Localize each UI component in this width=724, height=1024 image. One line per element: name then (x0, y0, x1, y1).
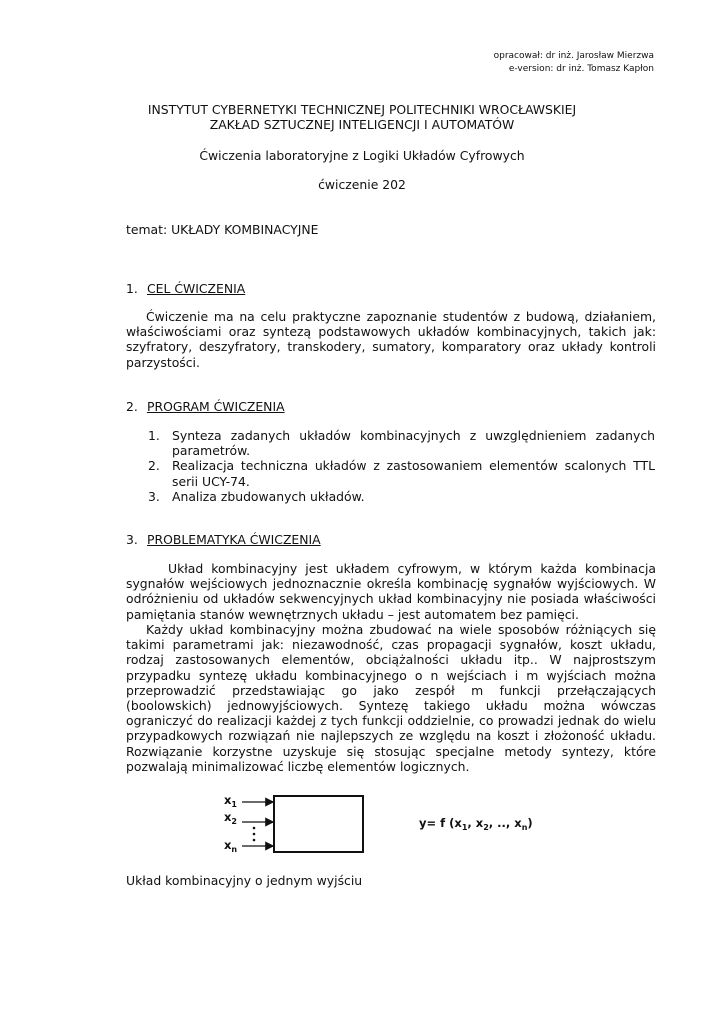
section-title: PROGRAM ĆWICZENIA (147, 399, 285, 414)
ellipsis-dot (253, 839, 256, 842)
list-item: 2. Realizacja techniczna układów z zastosowaniem elementów scalonych TTL serii UCY-74. (148, 458, 655, 489)
section-number: 1. (126, 281, 138, 296)
ellipsis-dot (253, 833, 256, 836)
list-item: 3. Analiza zbudowanych układów. (148, 488, 365, 504)
circuit-block (274, 796, 363, 852)
section-1-heading (126, 281, 245, 296)
credits-eversion: e-version: dr inż. Tomasz Kapłon (508, 63, 654, 74)
figure-caption: Układ kombinacyjny o jednym wyjściu (126, 873, 363, 888)
section-2-heading (126, 399, 285, 414)
section-3-para-2: Każdy układ kombinacyjny można zbudować na wiele sposobów różniących się takimi parametrami jak: niezawodność, czas propagacji sygnałów, koszt układu, rodzaj zastosowanych elementów, obciążalności układu itp.. W najprostszym przypadku syntezę układu kombinacyjnego o n wejściach i m wyjściach można przeprowadzić przedstawiając go jako zespół m funkcji przełączających (boolowskich) jednowyjściowych. Syntezę takiego układu można wówczas ograniczyć do realizacji każdej z tych funkcji oddzielnie, co prowadzi jednak do wielu przypadkowych rozwiązań nie najlepszych ze względu na koszt i złożoność układu. Rozwiązanie korzystne uzyskuje się stosując specjalne metody syntezy, które pozwalają minimalizować liczbę elementów logicznych. (126, 622, 656, 774)
input-label-x2: $x_2$ (224, 810, 237, 826)
section-number: 3. (126, 532, 138, 547)
department-name: ZAKŁAD SZTUCZNEJ INTELIGENCJI I AUTOMATÓW (209, 117, 515, 132)
section-title: PROBLEMATYKA ĆWICZENIA (147, 532, 321, 547)
topic-line: temat: UKŁADY KOMBINACYJNE (126, 222, 319, 237)
section-3-heading (126, 532, 321, 547)
section-number: 2. (126, 399, 138, 414)
institution-header (0, 102, 724, 132)
institute-name: INSTYTUT CYBERNETYKI TECHNICZNEJ POLITECHNIKI WROCŁAWSKIEJ (147, 102, 577, 117)
author-credits (494, 50, 654, 75)
course-title: Ćwiczenia laboratoryjne z Logiki Układów Cyfrowych (199, 148, 525, 163)
section-3-para-1: Układ kombinacyjny jest układem cyfrowym, w którym każda kombinacja sygnałów wejściowych jednoznacznie określa kombinację sygnałów wyjściowych. W odróżnieniu od układów sekwencyjnych układ kombinacyjny nie posiada właściwości pamiętania stanów wewnętrznych układu – jest automatem bez pamięci. (126, 561, 656, 622)
credits-author: opracował: dr inż. Jarosław Mierzwa (493, 51, 654, 61)
output-function-label: y= f ($x_1$, $x_2$, .., $x_n$) (419, 816, 533, 832)
program-list (148, 428, 655, 504)
exercise-number: ćwiczenie 202 (318, 177, 406, 192)
list-item: 1. Synteza zadanych układów kombinacyjnych z uwzględnieniem zadanych parametrów. (148, 428, 655, 459)
combinational-circuit-diagram (200, 788, 560, 860)
input-label-x1: $x_1$ (224, 793, 237, 809)
section-1-text: Ćwiczenie ma na celu praktyczne zapoznanie studentów z budową, działaniem, właściwościami oraz syntezą podstawowych układów kombinacyjnych, takich jak: szyfratory, deszyfratory, transkodery, sumatory, komparatory oraz układy kontroli parzystości. (126, 309, 656, 370)
section-title: CEL ĆWICZENIA (147, 281, 246, 296)
input-label-xn: $x_n$ (224, 838, 238, 854)
ellipsis-dot (253, 827, 256, 830)
